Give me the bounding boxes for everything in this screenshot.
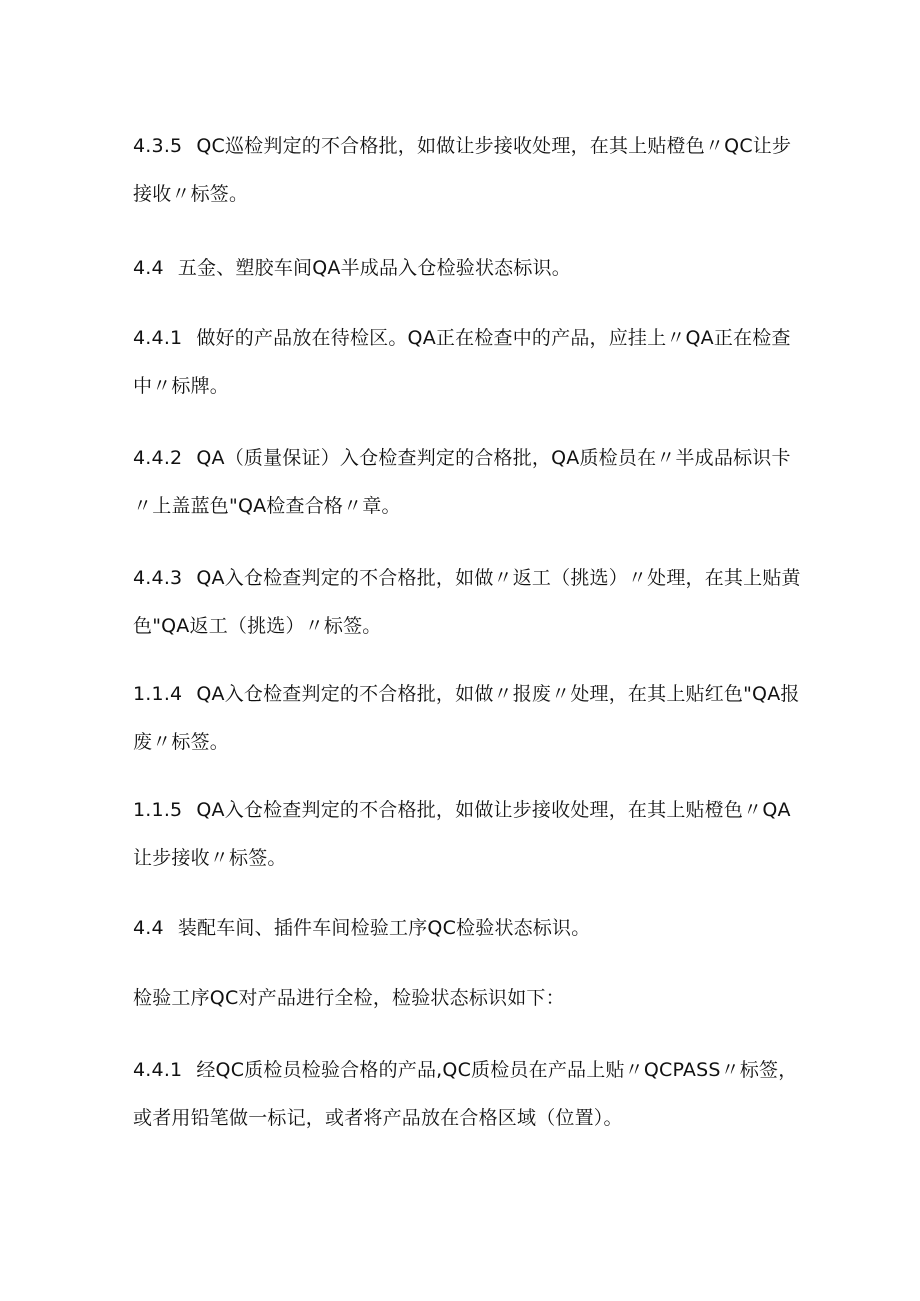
paragraph-4-4-3 [133,554,803,650]
section-number: 4.4 [133,917,164,939]
section-number: 4.4.3 [133,567,183,589]
paragraph-4-4-assembly [133,904,803,952]
paragraph-text: QA入仓检查判定的不合格批，如做〃返工（挑选）〃处理，在其上贴黄色"QA返工（挑选）〃标签。 [133,567,801,637]
paragraph-4-4-hardware [133,244,803,292]
section-number: 4.4 [133,257,164,279]
section-number: 4.3.5 [133,135,183,157]
section-number: 1.1.4 [133,683,183,705]
paragraph-text: QA（质量保证）入仓检查判定的合格批，QA质检员在〃半成品标识卡〃上盖蓝色"QA检查合格〃章。 [133,447,791,517]
paragraph-4-4-1 [133,314,803,410]
paragraph-4-4-1-qcpass [133,1046,803,1142]
paragraph-4-3-5 [133,122,803,218]
section-number: 1.1.5 [133,799,183,821]
paragraph-text: 五金、塑胶车间QA半成品入仓检验状态标识。 [177,257,571,279]
paragraph-text: QC巡检判定的不合格批，如做让步接收处理，在其上贴橙色〃QC让步接收〃标签。 [133,135,792,205]
paragraph-text: QA入仓检查判定的不合格批，如做让步接收处理，在其上贴橙色〃QA让步接收〃标签。 [133,799,791,869]
paragraph-text: 做好的产品放在待检区。QA正在检查中的产品，应挂上〃QA正在检查中〃标牌。 [133,327,791,397]
paragraph-text: 检验工序QC对产品进行全检，检验状态标识如下： [133,987,565,1009]
paragraph-text: QA入仓检查判定的不合格批，如做〃报废〃处理，在其上贴红色"QA报废〃标签。 [133,683,800,753]
paragraph-text: 装配车间、插件车间检验工序QC检验状态标识。 [177,917,591,939]
paragraph-inspection-intro [133,974,803,1022]
section-number: 4.4.1 [133,1059,183,1081]
paragraph-4-4-2 [133,434,803,530]
paragraph-1-1-5 [133,786,803,882]
section-number: 4.4.1 [133,327,183,349]
paragraph-text: 经QC质检员检验合格的产品,QC质检员在产品上贴〃QCPASS〃标签，或者用铅笔做一标记，或者将产品放在合格区域（位置）。 [133,1059,798,1129]
paragraph-1-1-4 [133,670,803,766]
section-number: 4.4.2 [133,447,183,469]
